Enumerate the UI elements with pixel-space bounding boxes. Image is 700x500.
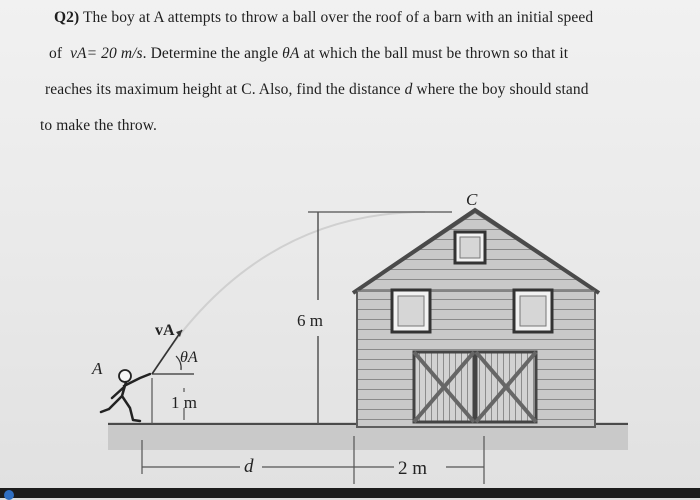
left-window-pane [398, 296, 424, 326]
problem-text-1: The boy at A attempts to throw a ball over the roof of a barn with an initial speed [82, 9, 594, 26]
boy-body [101, 374, 150, 421]
distance-2m-label: 2 m [398, 458, 428, 479]
height-6m-label: 6 m [297, 311, 323, 330]
problem-text-2b: . Determine the angle [142, 45, 279, 62]
barn [353, 210, 599, 427]
problem-text-3b: where the boy should stand [416, 81, 589, 98]
app-icon[interactable] [4, 490, 14, 500]
problem-text-4: to make the throw. [40, 117, 158, 134]
right-window-pane [520, 296, 546, 326]
problem-text-2a: of [49, 45, 63, 62]
height-1m-label: 1 m [171, 393, 197, 412]
problem-text-3a: reaches its maximum height at C. Also, find the distance [45, 81, 401, 98]
problem-text-2c: at which the ball must be thrown so that it [303, 45, 569, 62]
distance-symbol: d [404, 81, 413, 98]
boy-figure [101, 370, 150, 421]
boy-head [119, 370, 131, 382]
loft-window-pane [460, 237, 480, 258]
distance-d-label: d [244, 456, 254, 477]
angle-symbol: θA [282, 45, 300, 62]
velocity-label: vA [155, 322, 175, 339]
angle-label: θA [180, 349, 198, 366]
barn-doors [414, 352, 536, 422]
speed-value: vA= 20 m/s [70, 45, 143, 62]
question-number: Q2) [54, 9, 80, 26]
point-a-label: A [92, 359, 103, 378]
bottom-bar [0, 488, 700, 498]
point-c-label: C [466, 190, 478, 209]
